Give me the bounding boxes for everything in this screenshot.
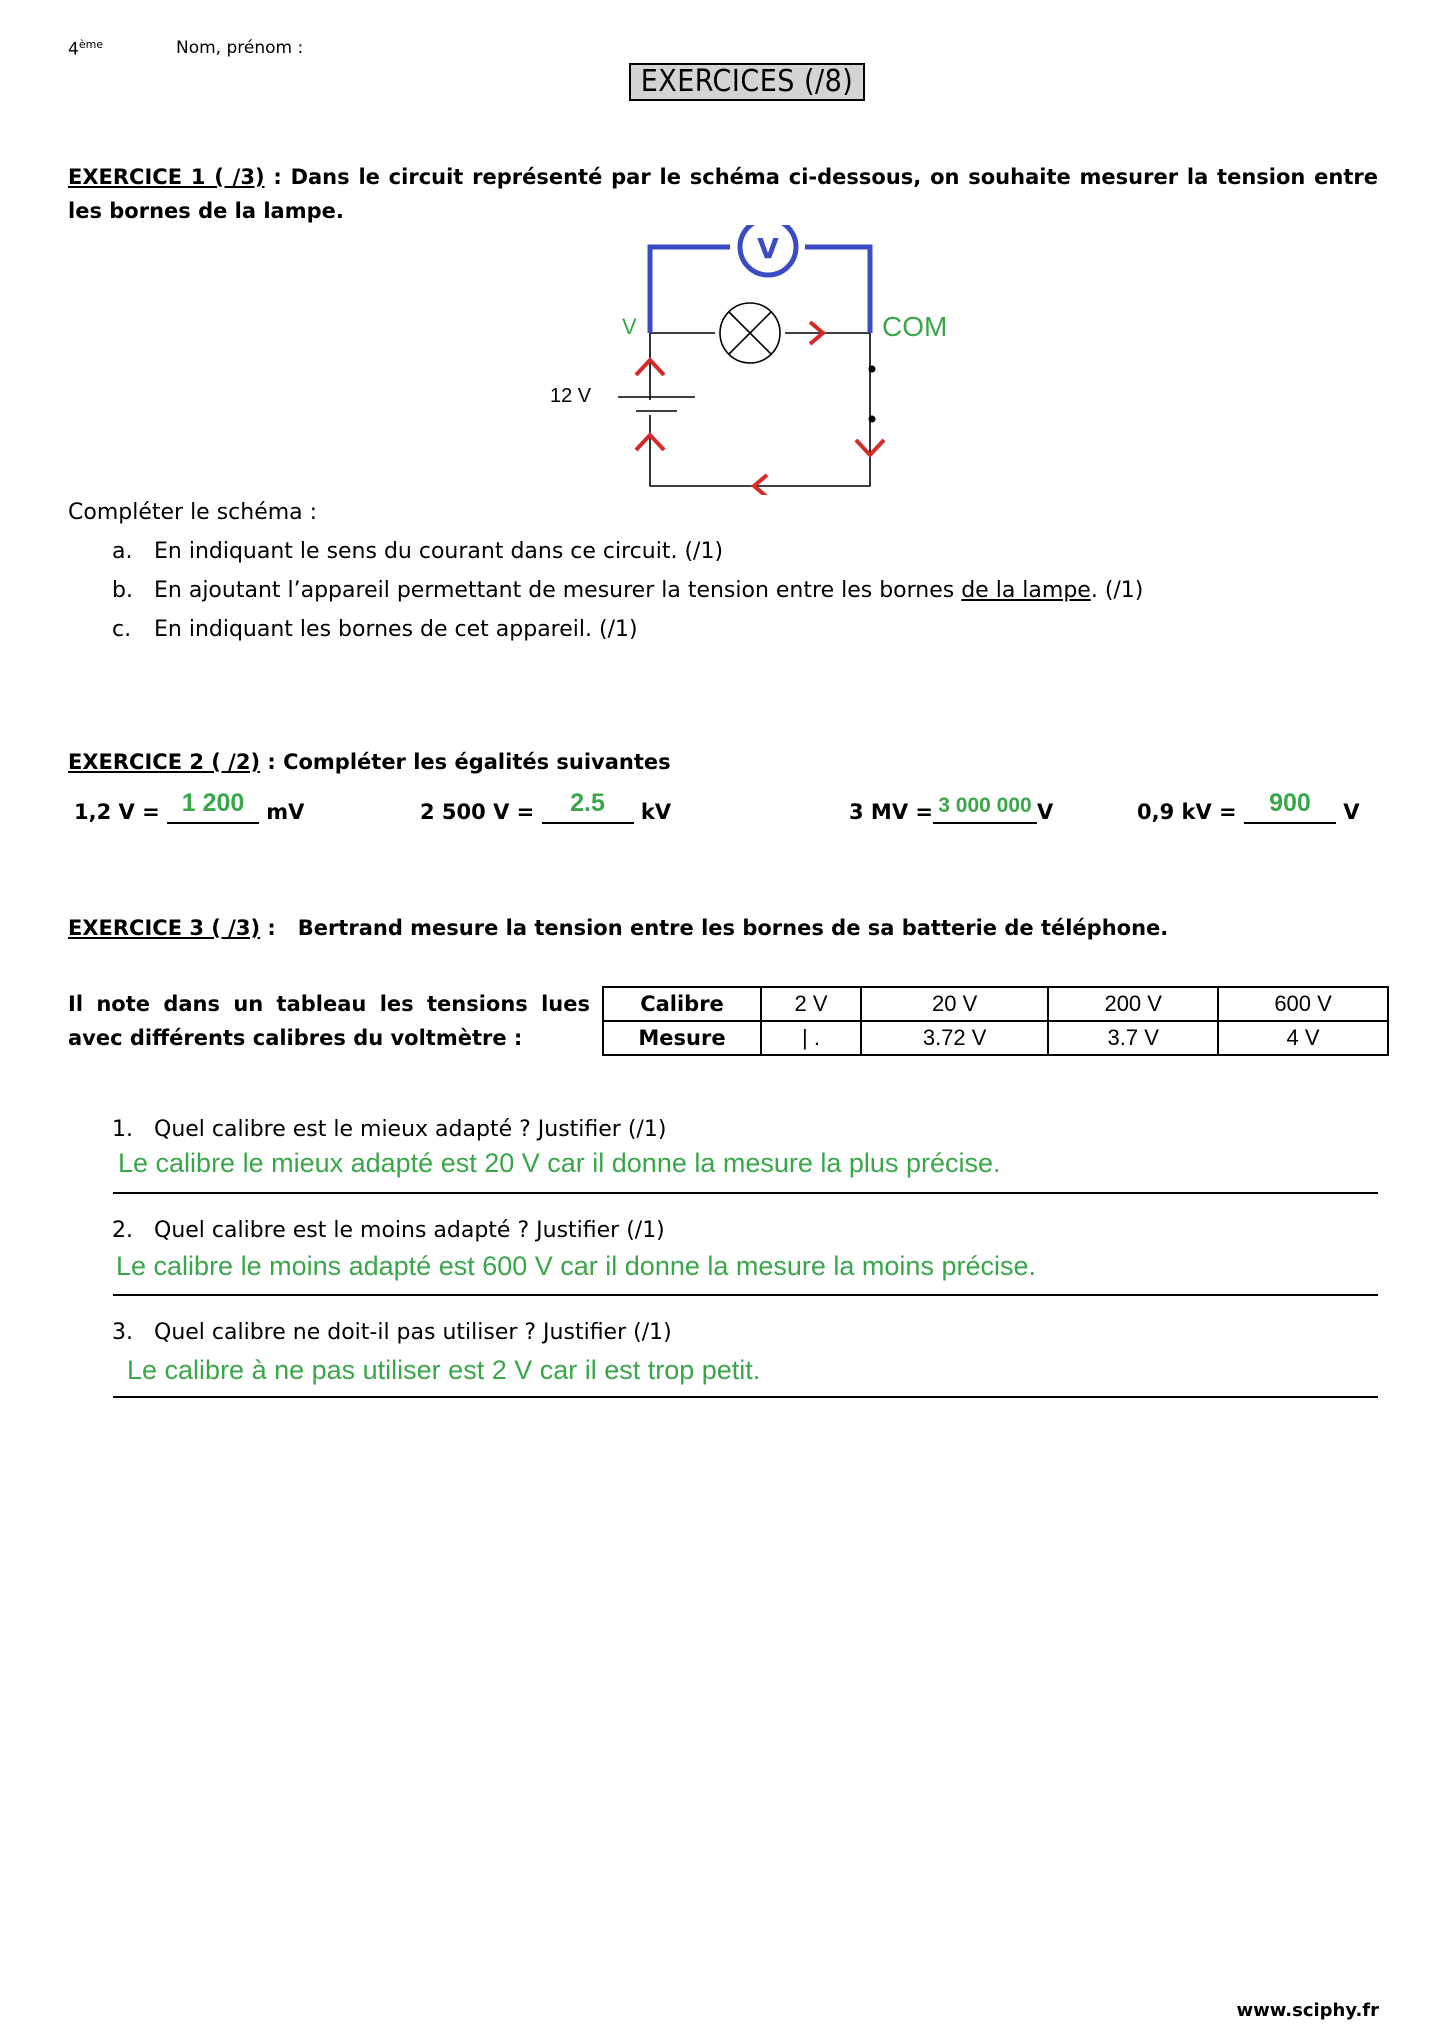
mesure-row-label: Mesure (603, 1021, 761, 1055)
voltmeter-symbol: V (757, 232, 779, 265)
circuit-diagram (540, 225, 980, 495)
question-3-answer-line (113, 1396, 1378, 1398)
calibre-table (602, 986, 1389, 1056)
calibre-cell: 600 V (1218, 987, 1388, 1021)
question-2-answer: Le calibre le moins adapté est 600 V car il donne la mesure la moins précise. (116, 1251, 1036, 1281)
current-arrow-left (754, 475, 767, 495)
equality-1-answer: 1 200 (181, 789, 245, 817)
question-3-marker: 3. (112, 1320, 133, 1345)
ex1-item-b-text: En ajoutant l’appareil permettant de mesurer la tension entre les bornes (154, 578, 962, 603)
ex1-intro (68, 160, 1378, 228)
equality-4-unit: V (1343, 800, 1360, 824)
question-3-text: Quel calibre ne doit-il pas utiliser ? Justifier (/1) (154, 1320, 672, 1345)
equality-2-blank[interactable] (542, 789, 634, 824)
equality-1 (74, 789, 305, 824)
voltmeter-icon (740, 225, 796, 275)
question-1-text: Quel calibre est le mieux adapté ? Justifier (/1) (154, 1117, 667, 1142)
terminal-com-label: COM (882, 311, 948, 342)
mesure-row (603, 1021, 1388, 1055)
ex2-intro: : Compléter les égalités suivantes (260, 750, 671, 774)
equality-2 (420, 789, 672, 824)
footer-website: www.sciphy.fr (1236, 2000, 1379, 2021)
equality-1-blank[interactable] (167, 789, 259, 824)
ex1-heading: EXERCICE 1 ( /3) (68, 165, 265, 189)
ex2-title (68, 750, 671, 774)
battery-voltage-label: 12 V (550, 385, 592, 407)
equality-4 (1137, 789, 1360, 824)
calibre-cell: 200 V (1048, 987, 1218, 1021)
ex1-item-b-text-after: . (/1) (1090, 578, 1144, 603)
class-level (68, 38, 103, 60)
lamp-icon (720, 303, 780, 363)
equality-2-unit: kV (640, 800, 672, 824)
mesure-cell: 3.7 V (1048, 1021, 1218, 1055)
ex1-item-c: En indiquant les bornes de cet appareil. (/1) (154, 617, 638, 642)
ex3-heading: EXERCICE 3 ( /3) (68, 916, 261, 940)
ex1-item-b-marker: b. (112, 578, 133, 603)
question-2-text: Quel calibre est le moins adapté ? Justifier (/1) (154, 1218, 665, 1243)
equality-3-blank[interactable] (933, 796, 1037, 824)
equality-3-unit: V (1036, 800, 1054, 824)
equality-4-left: 0,9 kV = (1137, 800, 1237, 824)
calibre-row-label: Calibre (603, 987, 761, 1021)
ex1-item-b-underlined: de la lampe (961, 578, 1091, 603)
ex2-heading: EXERCICE 2 ( /2) (68, 750, 261, 774)
equality-4-blank[interactable] (1244, 789, 1336, 824)
name-label: Nom, prénom : (176, 38, 304, 58)
equality-1-unit: mV (266, 800, 305, 824)
terminal-v-label: V (622, 314, 637, 339)
ex3-table-intro: Il note dans un tableau les tensions lues avec différents calibres du voltmètre : (68, 992, 590, 1050)
calibre-cell: 20 V (861, 987, 1048, 1021)
equality-3 (849, 796, 1053, 824)
switch-contact-top (869, 366, 876, 373)
mesure-cell: 3.72 V (861, 1021, 1048, 1055)
calibre-cell: 2 V (761, 987, 861, 1021)
ex1-item-a-marker: a. (112, 539, 133, 564)
question-1-answer-line (113, 1192, 1378, 1194)
equality-3-answer: 3 000 000 (938, 794, 1032, 817)
question-1-answer: Le calibre le mieux adapté est 20 V car il donne la mesure la plus précise. (118, 1148, 1001, 1178)
class-level-number: 4 (68, 39, 79, 60)
question-2-marker: 2. (112, 1218, 133, 1243)
ex1-item-c-marker: c. (112, 617, 132, 642)
ex1-item-b (154, 578, 1143, 603)
class-level-sup: ème (78, 38, 104, 51)
question-1-marker: 1. (112, 1117, 133, 1142)
calibre-row (603, 987, 1388, 1021)
equality-2-answer: 2.5 (570, 789, 605, 817)
page-title: EXERCICES (/8) (629, 63, 865, 101)
ex1-intro-text: : Dans le circuit représenté par le schéma ci-dessous, on souhaite mesurer la tension entre les bornes de la lampe. (68, 165, 1378, 223)
equality-3-left: 3 MV = (849, 800, 933, 824)
ex3-title (68, 916, 1168, 940)
question-3-answer: Le calibre à ne pas utiliser est 2 V car il est trop petit. (127, 1355, 761, 1385)
equality-4-answer: 900 (1269, 789, 1311, 817)
equality-2-left: 2 500 V = (420, 800, 535, 824)
switch-contact-bottom (869, 416, 876, 423)
ex3-intro: : Bertrand mesure la tension entre les bornes de sa batterie de téléphone. (260, 916, 1169, 940)
ex1-item-a: En indiquant le sens du courant dans ce circuit. (/1) (154, 539, 724, 564)
question-2-answer-line (113, 1294, 1378, 1296)
mesure-cell: | . (761, 1021, 861, 1055)
mesure-cell: 4 V (1218, 1021, 1388, 1055)
ex1-instruction: Compléter le schéma : (68, 500, 318, 525)
equality-1-left: 1,2 V = (74, 800, 160, 824)
